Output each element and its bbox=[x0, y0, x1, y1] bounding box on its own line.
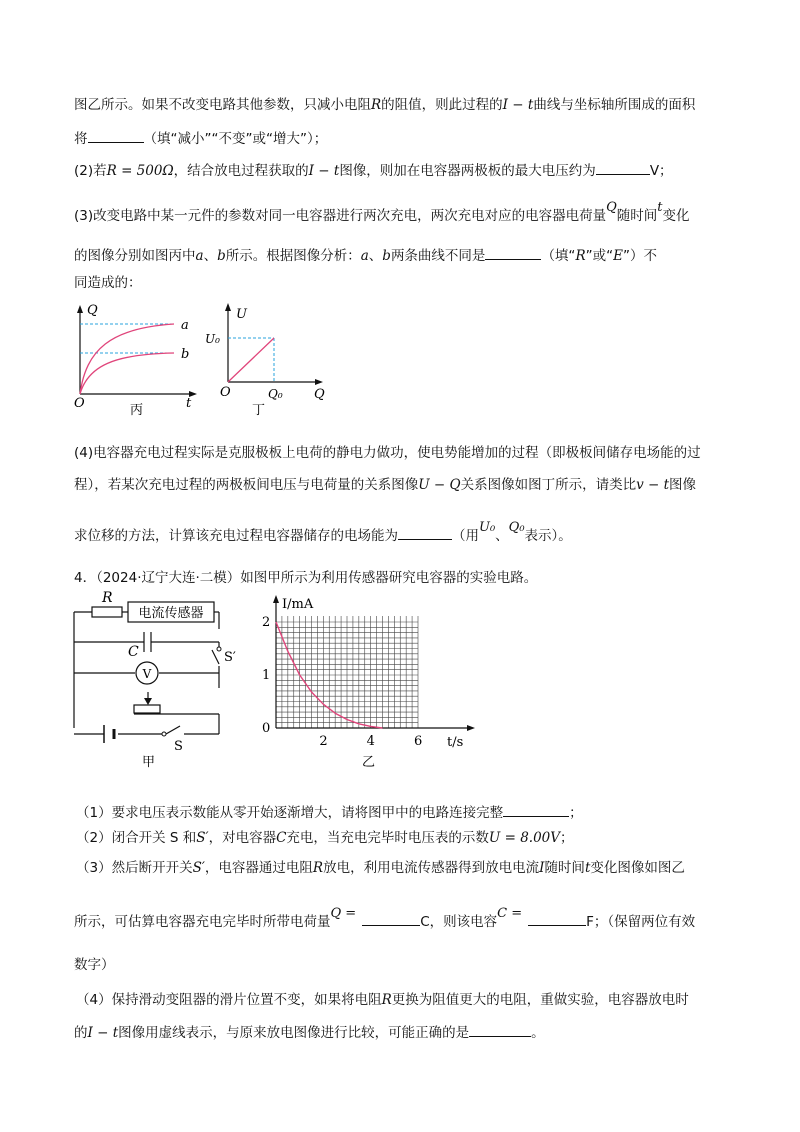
answer-blank[interactable] bbox=[398, 525, 452, 540]
y-axis-label: I/mA bbox=[282, 597, 314, 612]
text-seg: ”）不 bbox=[622, 248, 657, 264]
question-4-line-2 bbox=[74, 475, 696, 495]
var-a: a bbox=[195, 248, 204, 264]
chart-grid bbox=[276, 616, 418, 728]
figure-bing bbox=[70, 300, 210, 420]
label-v: V bbox=[142, 667, 152, 681]
var-s-prime: S′ bbox=[196, 830, 209, 846]
curve-b bbox=[80, 353, 174, 394]
label-q: Q bbox=[314, 387, 325, 402]
var-u-q: U − Q bbox=[418, 477, 461, 493]
var-b: b bbox=[217, 248, 226, 264]
question-4-line-3 bbox=[74, 520, 572, 547]
sub-question-2 bbox=[76, 828, 574, 848]
figure-ding bbox=[200, 300, 340, 420]
text-seg: 。 bbox=[531, 1025, 545, 1041]
label-c: C bbox=[128, 644, 139, 660]
sub-question-4-line-2 bbox=[74, 1022, 545, 1043]
equation: U = 8.00V bbox=[488, 830, 561, 846]
label-t: t bbox=[186, 396, 192, 411]
text-seg: 充电，当充电完毕时电压表的示数 bbox=[286, 830, 489, 846]
answer-blank[interactable] bbox=[528, 911, 586, 926]
sub-question-1 bbox=[76, 802, 583, 823]
answer-blank[interactable] bbox=[469, 1022, 531, 1037]
text-seg: 的图像分别如图丙中 bbox=[74, 248, 196, 264]
figure-yi-chart bbox=[254, 588, 484, 770]
var-i: I bbox=[539, 860, 545, 876]
rheostat bbox=[134, 705, 160, 713]
y-tick-label: 2 bbox=[262, 615, 271, 630]
y-axis-arrow bbox=[77, 305, 83, 313]
text-seg: 的阻值，则此过程的 bbox=[381, 97, 503, 113]
answer-blank[interactable] bbox=[88, 128, 144, 143]
var-t: t bbox=[657, 200, 663, 215]
text-seg: 图像用虚线表示，与原来放电图像进行比较，可能正确的是 bbox=[118, 1025, 470, 1041]
text-seg: （4）保持滑动变阻器的滑片位置不变，如果将电阻 bbox=[76, 992, 382, 1008]
figure-jia-circuit bbox=[64, 588, 234, 768]
text-seg: 程），若某次充电过程的两极板间电压与电荷量的关系图像 bbox=[74, 477, 419, 493]
answer-blank[interactable] bbox=[362, 911, 420, 926]
y-tick-label: 0 bbox=[262, 721, 271, 736]
text-seg: ，电容器通过电阻 bbox=[204, 860, 313, 876]
text-seg: 随时间 bbox=[544, 860, 585, 876]
equation: R = 500Ω bbox=[106, 163, 174, 179]
label-b: b bbox=[181, 347, 190, 362]
y-axis-arrow bbox=[225, 303, 231, 311]
text-seg: 曲线与坐标轴所围成的面积 bbox=[533, 97, 696, 113]
var-t: t bbox=[584, 860, 591, 876]
text-seg: C，则该电容 bbox=[420, 914, 498, 930]
text-seg: （填“ bbox=[541, 248, 576, 264]
label-s-prime: S′ bbox=[224, 650, 236, 665]
label-q0: Q₀ bbox=[268, 387, 283, 401]
text-seg: 将 bbox=[74, 131, 88, 147]
question-3 bbox=[74, 200, 690, 227]
text-seg: ”或“ bbox=[585, 248, 614, 264]
var-c: C bbox=[276, 830, 287, 846]
var-i-t: I − t bbox=[308, 163, 340, 179]
text-seg: 图像，则加在电容器两极板的最大电压约为 bbox=[339, 163, 596, 179]
caption-yi: 乙 bbox=[362, 755, 376, 770]
text-seg: ，对电容器 bbox=[208, 830, 277, 846]
x-axis-arrow bbox=[467, 725, 475, 731]
label-u0: U₀ bbox=[205, 332, 220, 346]
text-seg: 所示。根据图像分析： bbox=[225, 248, 361, 264]
var-q0: Q₀ bbox=[508, 520, 525, 535]
answer-blank[interactable] bbox=[596, 160, 650, 175]
text-seg: 、 bbox=[495, 528, 509, 544]
var-s-prime: S′ bbox=[192, 860, 205, 876]
sub-question-3 bbox=[76, 858, 685, 878]
text-seg: 、 bbox=[203, 248, 218, 264]
curve-a bbox=[80, 324, 174, 394]
question-3-line-2 bbox=[74, 245, 657, 266]
label-q: Q bbox=[87, 303, 98, 318]
var-r: R bbox=[312, 860, 324, 876]
question-2 bbox=[74, 160, 673, 181]
switch-contact bbox=[162, 732, 166, 736]
caption-bing: 丙 bbox=[130, 403, 144, 418]
label-origin: O bbox=[74, 396, 85, 411]
text-seg: 图像 bbox=[669, 477, 697, 493]
text-seg: (2)若 bbox=[74, 163, 107, 179]
text-seg: （2）闭合开关 S 和 bbox=[76, 830, 197, 846]
text-seg: （3）然后断开开关 bbox=[76, 860, 193, 876]
text-line-1 bbox=[74, 95, 695, 115]
label-sensor: 电流传感器 bbox=[138, 606, 204, 621]
var-q-eq: Q = bbox=[330, 906, 357, 921]
var-q: Q bbox=[606, 200, 617, 215]
text-seg: （1）要求电压表示数能从零开始逐渐增大，请将图甲中的电路连接完整 bbox=[76, 805, 504, 821]
text-seg: (3)改变电路中某一元件的参数对同一电容器进行两次充电，两次充电对应的电容器电荷量 bbox=[74, 208, 607, 224]
question-3-line-3: 同造成的： bbox=[74, 275, 142, 291]
text-seg: 所示，可估算电容器充电完毕时所带电荷量 bbox=[74, 914, 331, 930]
label-r: R bbox=[102, 590, 113, 606]
text-seg: 放电，利用电流传感器得到放电电流 bbox=[323, 860, 540, 876]
x-tick-label: 6 bbox=[414, 734, 423, 749]
text-seg: 变化 bbox=[662, 208, 690, 224]
caption-ding: 丁 bbox=[252, 403, 266, 418]
resistor-r bbox=[92, 607, 122, 617]
text-seg: ； bbox=[569, 805, 583, 821]
text-seg: 的 bbox=[74, 1025, 88, 1041]
text-seg: 两条曲线不同是 bbox=[390, 248, 486, 264]
switch-s-prime bbox=[212, 650, 219, 664]
text-seg: （用 bbox=[452, 528, 479, 544]
question-4: (4)电容器充电过程实际是克服极板上电荷的静电力做功，使电势能增加的过程（即极板间储存电场能的过 bbox=[74, 445, 701, 461]
answer-blank[interactable] bbox=[485, 245, 541, 260]
var-b: b bbox=[382, 248, 391, 264]
x-axis-label: t/s bbox=[447, 735, 464, 750]
text-seg: 图乙所示。如果不改变电路其他参数，只减小电阻 bbox=[74, 97, 371, 113]
chart-axes bbox=[273, 595, 475, 731]
switch-contact bbox=[217, 647, 221, 651]
switch-s bbox=[166, 726, 180, 734]
y-tick-label: 1 bbox=[262, 668, 271, 683]
text-seg: F；（保留两位有效 bbox=[586, 914, 696, 930]
label-u: U bbox=[236, 307, 247, 322]
text-seg: 、 bbox=[368, 248, 383, 264]
sub-question-3-line-3: 数字） bbox=[74, 957, 115, 973]
problem-4-heading: 4．（2024·辽宁大连·二模）如图甲所示为利用传感器研究电容器的实验电路。 bbox=[74, 570, 538, 586]
var-r: R bbox=[381, 992, 392, 1008]
label-a: a bbox=[181, 318, 189, 333]
u-q-line bbox=[228, 338, 274, 382]
sub-question-4 bbox=[76, 990, 689, 1010]
x-tick-label: 2 bbox=[319, 734, 328, 749]
text-seg: ，结合放电过程获取的 bbox=[173, 163, 309, 179]
var-u0: U₀ bbox=[479, 520, 496, 535]
var-r: R bbox=[371, 97, 382, 113]
x-tick-label: 4 bbox=[366, 734, 375, 749]
label-origin: O bbox=[220, 385, 231, 400]
text-seg: 随时间 bbox=[616, 208, 658, 224]
answer-blank[interactable] bbox=[503, 802, 569, 817]
label-s: S bbox=[174, 739, 183, 754]
var-r: R bbox=[575, 248, 586, 264]
chart-ticks bbox=[262, 615, 422, 749]
y-axis-arrow bbox=[273, 595, 279, 603]
text-seg: 更换为阻值更大的电阻，重做实验，电容器放电时 bbox=[391, 992, 689, 1008]
x-axis-arrow bbox=[315, 379, 323, 385]
text-seg: 关系图像如图丁所示，请类比 bbox=[460, 477, 637, 493]
text-seg: 表示）。 bbox=[524, 528, 572, 544]
text-seg: 求位移的方法，计算该充电过程电容器储存的电场能为 bbox=[74, 528, 398, 544]
var-e: E bbox=[613, 248, 623, 264]
var-a: a bbox=[360, 248, 369, 264]
var-i-t: I − t bbox=[87, 1025, 119, 1041]
text-seg: （填“减小”“不变”或“增大”）； bbox=[143, 131, 328, 147]
var-c-eq: C = bbox=[497, 906, 523, 921]
text-line-2 bbox=[74, 128, 327, 149]
var-i-t: I − t bbox=[502, 97, 534, 113]
slider-arrow bbox=[144, 698, 152, 705]
var-v-t: v − t bbox=[636, 477, 670, 493]
sub-question-3-line-2 bbox=[74, 906, 696, 933]
text-seg: V； bbox=[649, 163, 673, 179]
caption-jia: 甲 bbox=[142, 755, 156, 770]
text-seg: 变化图像如图乙 bbox=[590, 860, 685, 876]
text-seg: ； bbox=[560, 830, 574, 846]
